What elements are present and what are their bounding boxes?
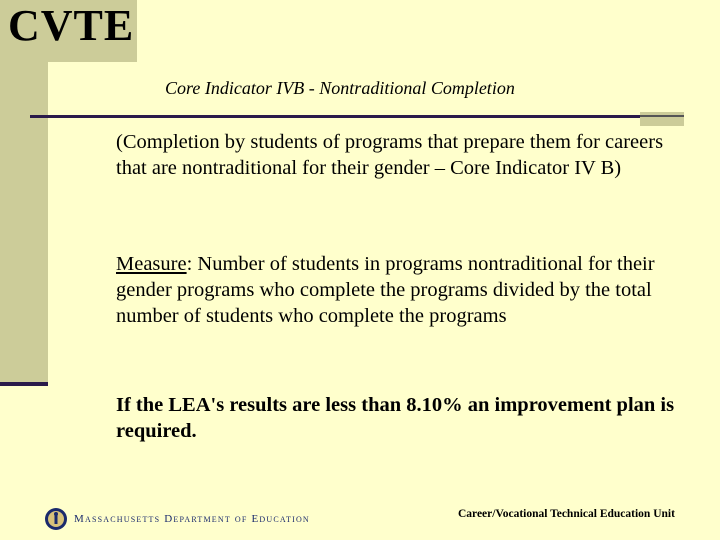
unit-name: Career/Vocational Technical Education Unit	[458, 508, 675, 520]
left-band-rule	[0, 382, 48, 386]
top-rule	[30, 115, 640, 118]
department-name: Massachusetts Department of Education	[74, 513, 310, 525]
top-rule-tail	[640, 112, 684, 126]
slide-subtitle: Core Indicator IVB - Nontraditional Completion	[165, 78, 515, 98]
measure-text: : Number of students in programs nontraditional for their gender programs who complete the programs divided by the total number of students who complete the programs	[116, 253, 655, 327]
threshold-statement: If the LEA's results are less than 8.10% an improvement plan is required.	[116, 394, 675, 442]
measure-label: Measure	[116, 253, 187, 275]
measure-paragraph	[116, 251, 686, 329]
title-box	[0, 0, 137, 62]
department-logo	[44, 505, 324, 533]
slide-title: CVTE	[8, 1, 135, 50]
state-seal-icon	[44, 507, 68, 531]
completion-description: (Completion by students of programs that prepare them for careers that are nontraditional for their gender – Core Indicator IV B)	[116, 131, 664, 179]
